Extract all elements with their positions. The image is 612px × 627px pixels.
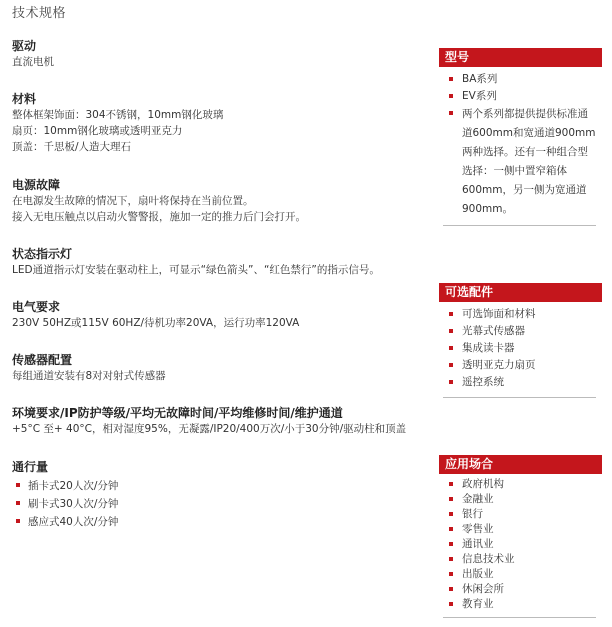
- section-line: 顶盖：千思板/人造大理石: [12, 141, 132, 153]
- list-item: 教育业: [443, 597, 596, 612]
- bullet-square-icon: [449, 572, 453, 576]
- side-box-models: [439, 48, 602, 230]
- side-box-applications: [439, 455, 602, 622]
- side-box-accessories: [439, 283, 602, 402]
- section-line: 整体框架饰面：304不锈钢，10mm钢化玻璃: [12, 109, 224, 121]
- side-box-title: 型号: [439, 48, 602, 67]
- spec-section-environment: [12, 405, 432, 437]
- section-line: 230V 50HZ或115V 60HZ/待机功率20VA，运行功率120VA: [12, 317, 300, 329]
- section-title: 电源故障: [12, 178, 61, 192]
- divider: [443, 397, 596, 398]
- list-item: 政府机构: [443, 477, 596, 492]
- section-line: 扇页：10mm钢化玻璃或透明亚克力: [12, 125, 183, 137]
- section-line: +5°C 至+ 40°C，相对湿度95%，无凝露/IP20/400万次/小于30分钟/驱动柱和顶盖: [12, 423, 407, 435]
- side-box-title: 可选配件: [439, 283, 602, 302]
- bullet-square-icon: [449, 329, 453, 333]
- list-item: 刷卡式30人次/分钟: [12, 495, 432, 513]
- list-item: 两个系列都提供提供标准通道600mm和宽通道900mm两种选择。还有一种组合型选择：一侧中置窄箱体600mm，另一侧为宽通道900mm。: [443, 105, 596, 219]
- bullet-square-icon: [449, 557, 453, 561]
- spec-section-status-light: [12, 246, 432, 278]
- list-item: EV系列: [443, 88, 596, 105]
- section-title: 通行量: [12, 460, 49, 474]
- side-box-title: 应用场合: [439, 455, 602, 474]
- side-box-list: [443, 306, 596, 391]
- bullet-square-icon: [449, 312, 453, 316]
- bullet-square-icon: [449, 363, 453, 367]
- list-item: 集成读卡器: [443, 340, 596, 357]
- list-item: 休闲会所: [443, 582, 596, 597]
- bullet-square-icon: [449, 542, 453, 546]
- spec-section-throughput: [12, 459, 432, 531]
- spec-section-drive: [12, 38, 432, 70]
- list-item: 遥控系统: [443, 374, 596, 391]
- section-title: 材料: [12, 92, 37, 106]
- page-title: 技术规格: [12, 6, 67, 21]
- section-line: 每组通道安装有8对对射式传感器: [12, 370, 166, 382]
- list-item: 出版业: [443, 567, 596, 582]
- bullet-square-icon: [449, 527, 453, 531]
- list-item: 插卡式20人次/分钟: [12, 477, 432, 495]
- section-title: 驱动: [12, 39, 37, 53]
- list-item: 通讯业: [443, 537, 596, 552]
- side-box-list: [443, 71, 596, 219]
- section-line: LED通道指示灯安装在驱动柱上，可显示“绿色箭头”、“红色禁行”的指示信号。: [12, 264, 380, 276]
- spec-section-power-failure: [12, 177, 432, 225]
- list-item: 可选饰面和材料: [443, 306, 596, 323]
- list-item: 零售业: [443, 522, 596, 537]
- list-item: 光幕式传感器: [443, 323, 596, 340]
- spec-section-material: [12, 91, 432, 155]
- bullet-square-icon: [16, 501, 20, 505]
- spec-section-electrical: [12, 299, 432, 331]
- bullet-square-icon: [449, 587, 453, 591]
- throughput-list: [12, 477, 432, 531]
- bullet-square-icon: [449, 111, 453, 115]
- list-item: 银行: [443, 507, 596, 522]
- section-title: 状态指示灯: [12, 247, 73, 261]
- bullet-square-icon: [449, 94, 453, 98]
- divider: [443, 617, 596, 618]
- bullet-square-icon: [449, 482, 453, 486]
- bullet-square-icon: [449, 77, 453, 81]
- bullet-square-icon: [449, 602, 453, 606]
- bullet-square-icon: [16, 519, 20, 523]
- divider: [443, 225, 596, 226]
- section-title: 传感器配置: [12, 353, 73, 367]
- spec-section-sensor: [12, 352, 432, 384]
- bullet-square-icon: [449, 346, 453, 350]
- list-item: 感应式40人次/分钟: [12, 513, 432, 531]
- list-item: 金融业: [443, 492, 596, 507]
- bullet-square-icon: [449, 497, 453, 501]
- section-line: 在电源发生故障的情况下，扇叶将保持在当前位置。: [12, 195, 254, 207]
- section-title: 电气要求: [12, 300, 61, 314]
- side-box-list: [443, 477, 596, 612]
- list-item: 信息技术业: [443, 552, 596, 567]
- bullet-square-icon: [449, 380, 453, 384]
- section-title: 环境要求/IP防护等级/平均无故障时间/平均维修时间/维护通道: [12, 406, 343, 420]
- list-item: 透明亚克力扇页: [443, 357, 596, 374]
- section-line: 接入无电压触点以启动火警警报，施加一定的推力后门会打开。: [12, 211, 306, 223]
- section-line: 直流电机: [12, 56, 54, 68]
- bullet-square-icon: [449, 512, 453, 516]
- list-item: BA系列: [443, 71, 596, 88]
- bullet-square-icon: [16, 483, 20, 487]
